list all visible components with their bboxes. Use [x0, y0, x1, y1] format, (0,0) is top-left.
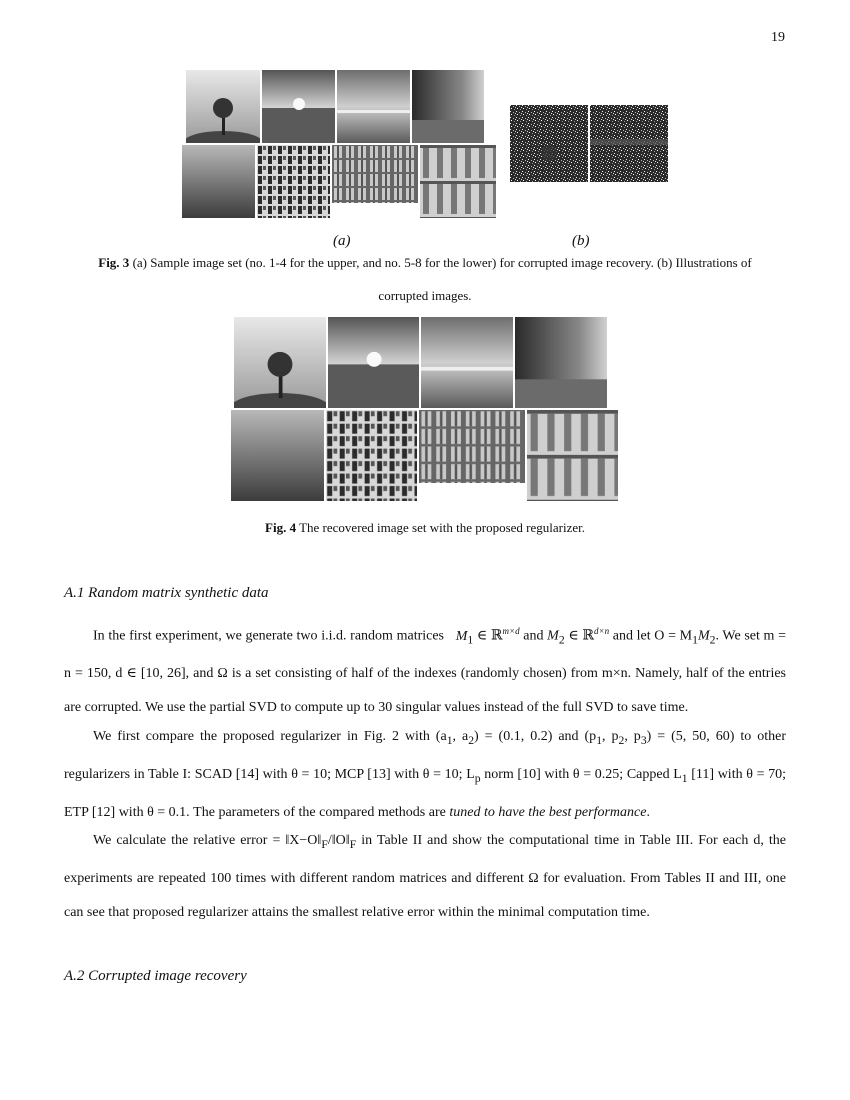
- image-colonnade: [420, 145, 496, 218]
- recovered-tree: [234, 317, 326, 408]
- p3-subF1: F: [321, 837, 328, 851]
- p2-emph: tuned to have the best performance: [449, 804, 647, 820]
- p2-t3: ) = (0.1, 0.2) and (p: [474, 729, 597, 744]
- p3-t2: /‖O‖: [327, 833, 350, 848]
- image-sea-clouds: [337, 70, 410, 143]
- image-corrupted-tree: [510, 105, 588, 182]
- image-tree: [186, 70, 260, 143]
- p1-m2-sup: d×n: [594, 626, 610, 636]
- p1-m1-sub: 1: [467, 633, 474, 647]
- image-sunset-field: [262, 70, 335, 143]
- paragraph-3: [64, 824, 786, 930]
- p1-and: and: [523, 628, 544, 644]
- p1-s2-sub1: 1: [692, 633, 698, 647]
- p3-subF2: F: [349, 837, 357, 851]
- p2-sub2a: 2: [468, 733, 475, 747]
- p1-elem-1: ∈ ℝ: [476, 628, 503, 644]
- p1-m2-sub: 2: [558, 633, 565, 647]
- p2-t8: [11] with θ = 70; ETP [12] with θ = 0.1. The parameters of the compared methods are: [64, 766, 786, 820]
- recovered-sunset-field: [328, 317, 419, 408]
- figure-3-caption-cont: corrupted images.: [378, 288, 472, 303]
- p2-t4: , p: [602, 729, 619, 744]
- section-a2-heading: A.2 Corrupted image recovery: [64, 968, 247, 984]
- p1-elem-2: ∈ ℝ: [568, 628, 595, 644]
- image-foggy-trees: [412, 70, 484, 143]
- recovered-calm-sea: [231, 410, 324, 501]
- p3-t3: in Table II and show the computational time in Table III. For each d, the experiments are repeated 100 times with different random matrices and different Ω for evaluation. From Tables II and III, one can see that proposed regularizer attains the smallest relative error within the minimal computation time.: [64, 833, 786, 920]
- image-corrupted-field: [590, 105, 668, 182]
- p1-line2: = n = 150, d ∈ [10, 26], and Ω is a set consisting of half of the indexes (randomly chosen) from m×n. Namely, half of the: [64, 628, 787, 682]
- p2-sub2b: 2: [618, 733, 625, 747]
- image-facade-grid: [257, 145, 330, 218]
- recovered-facade-grid: [326, 410, 417, 501]
- image-building-windows: [332, 145, 418, 203]
- p2-t9: .: [646, 804, 650, 820]
- p3-t1: We calculate the relative error = ‖X−O‖: [93, 833, 322, 848]
- p2-t2: , a: [452, 729, 469, 744]
- p1-line3: entries are corrupted. We use the partial SVD to compute up to 30 singular values instead of the full SVD to save time.: [64, 666, 786, 716]
- section-a1-heading: A.1 Random matrix synthetic data: [64, 585, 269, 601]
- figure-4-caption-text: The recovered image set with the proposed regularizer.: [299, 520, 585, 535]
- figure-3-caption-text: (a) Sample image set (no. 1-4 for the upper, and no. 5-8 for the lower) for corrupted image recovery. (b) Illustrations of: [132, 255, 752, 270]
- recovered-building-windows: [419, 410, 525, 483]
- p1-s1: In the first experiment, we generate two i.i.d. random matrices: [93, 628, 445, 644]
- p2-sub3: 3: [640, 733, 647, 747]
- figure-3a-label: (a): [333, 233, 351, 249]
- p1-s2-sub2: 2: [709, 633, 716, 647]
- paragraph-2: [64, 720, 786, 830]
- p2-l1-sub: 1: [681, 771, 688, 785]
- p2-sub1b: 1: [596, 733, 603, 747]
- recovered-sea-clouds: [421, 317, 513, 408]
- figure-3b-label: (b): [572, 233, 590, 249]
- p1-m2: M: [547, 628, 559, 644]
- p2-sub1a: 1: [446, 733, 453, 747]
- figure-4-caption-label: Fig. 4: [265, 520, 297, 535]
- p1-s3: . We set m: [715, 628, 775, 644]
- p2-t1: We first compare the proposed regularizer in Fig. 2 with (a: [93, 729, 447, 744]
- p2-t6: ) = (5, 50, 60) to other regularizers in Table I: SCAD [14] with θ = 10; MCP [13] with θ = 10; L: [64, 729, 787, 782]
- page-number: 19: [771, 30, 785, 45]
- p1-s2-m: M: [697, 628, 710, 644]
- p1-s2: and let O = M: [612, 628, 693, 644]
- recovered-colonnade: [527, 410, 618, 501]
- figure-4-caption: [0, 520, 850, 536]
- p2-lp-sub: p: [474, 771, 481, 785]
- p2-t7: norm [10] with θ = 0.25; Capped L: [480, 766, 682, 782]
- image-calm-sea: [182, 145, 255, 218]
- figure-3-caption-label: Fig. 3: [98, 255, 130, 270]
- p1-m1: M: [455, 628, 468, 644]
- paragraph-1: [64, 614, 786, 725]
- p2-t5: , p: [624, 729, 641, 744]
- recovered-foggy-trees: [515, 317, 607, 408]
- figure-3-caption: [0, 255, 850, 271]
- p1-m1-sup: m×d: [502, 626, 520, 636]
